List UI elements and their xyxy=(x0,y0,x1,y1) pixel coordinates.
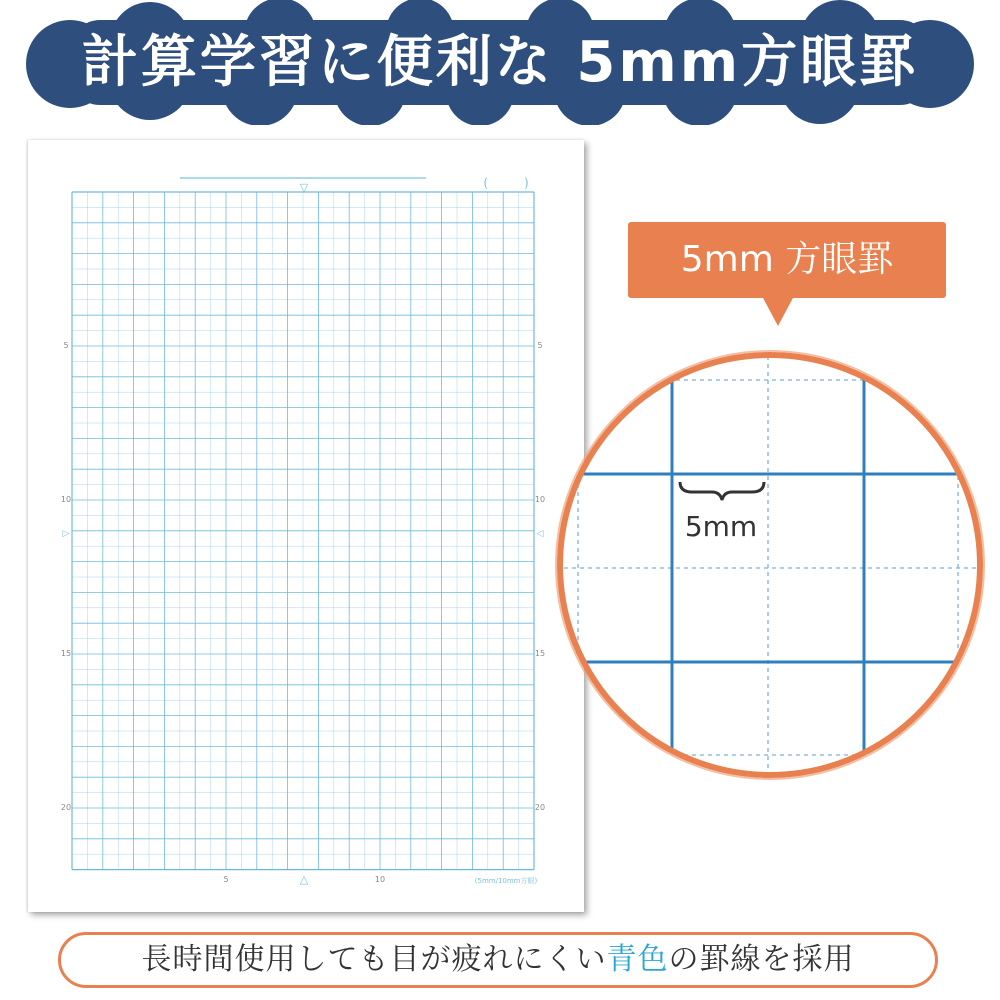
graph-paper-grid xyxy=(28,140,584,912)
measure-label: 5mm xyxy=(684,510,758,543)
feature-caption xyxy=(58,932,938,988)
bottom-marker: △ xyxy=(299,873,309,886)
row-number: 5 xyxy=(537,341,543,350)
top-marker: ▽ xyxy=(299,181,309,194)
feature-text-after: の罫線を採用 xyxy=(668,942,855,977)
column-number: 10 xyxy=(374,875,386,884)
feature-text-accent: 青色 xyxy=(606,942,669,977)
magnifier-circle xyxy=(548,340,988,790)
side-marker-left: ▷ xyxy=(62,529,70,539)
callout-label: 5mm 方眼罫 xyxy=(680,239,894,280)
row-number: 20 xyxy=(534,803,546,812)
side-marker-right: ◁ xyxy=(536,529,544,539)
callout-box xyxy=(628,222,946,298)
name-bracket: ( ) xyxy=(483,176,529,190)
callout-pointer xyxy=(762,296,794,326)
row-number: 15 xyxy=(60,649,72,658)
row-number: 20 xyxy=(60,803,72,812)
row-number: 10 xyxy=(60,495,72,504)
banner-title: 計算学習に便利な 5mm方眼罫 xyxy=(81,30,919,95)
row-number: 15 xyxy=(534,649,546,658)
feature-text-before: 長時間使用しても目が疲れにくい xyxy=(141,942,607,977)
header-banner xyxy=(0,0,1000,125)
column-number: 5 xyxy=(223,875,229,884)
grid-lines xyxy=(72,192,534,870)
sheet-caption: (5mm/10mm方眼) xyxy=(474,877,538,885)
row-number: 5 xyxy=(63,341,69,350)
graph-paper-sheet xyxy=(28,140,584,912)
row-number: 10 xyxy=(534,495,546,504)
